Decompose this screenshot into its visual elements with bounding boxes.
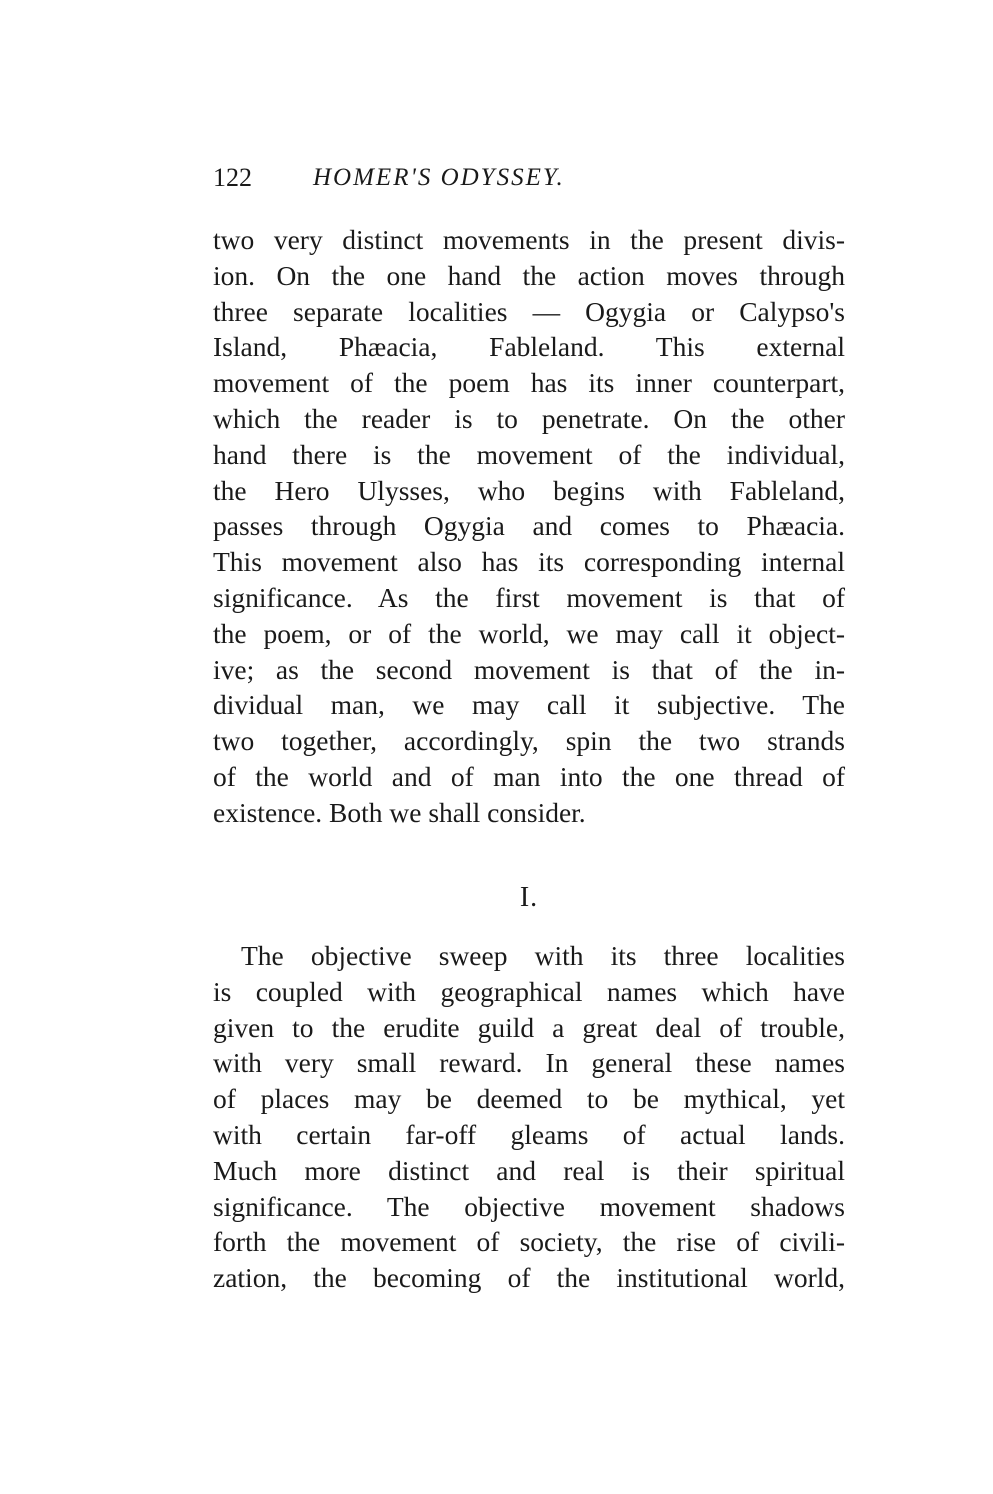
text-line: the Hero Ulysses, who begins with Fableland, <box>213 474 845 506</box>
text-line: with very small reward. In general these names <box>213 1047 845 1079</box>
text-line: forth the movement of society, the rise of civili- <box>213 1226 845 1258</box>
text-line: the poem, or of the world, we may call it object- <box>213 617 845 649</box>
text-line: This movement also has its corresponding internal <box>213 546 845 578</box>
text-line: significance. As the first movement is that of <box>213 581 845 613</box>
paragraph-2 <box>213 938 845 1296</box>
text-line: zation, the becoming of the institutional world, <box>213 1262 845 1294</box>
text-line: of the world and of man into the one thread of <box>213 760 845 792</box>
text-line: Island, Phæacia, Fableland. This external <box>213 331 845 363</box>
text-line: ion. On the one hand the action moves through <box>213 259 845 291</box>
text-line: The objective sweep with its three localities <box>241 940 845 971</box>
text-line: dividual man, we may call it subjective. The <box>213 689 845 721</box>
text-line: which the reader is to penetrate. On the other <box>213 402 845 434</box>
text-line: significance. The objective movement shadows <box>213 1190 845 1222</box>
text-line: hand there is the movement of the individual, <box>213 438 845 470</box>
text-line: ive; as the second movement is that of the in- <box>213 653 845 685</box>
text-line: is coupled with geographical names which have <box>213 975 845 1007</box>
text-line: three separate localities — Ogygia or Calypso's <box>213 295 845 327</box>
running-head <box>213 160 845 200</box>
text-line: two very distinct movements in the present divis- <box>213 224 845 255</box>
page-number: 122 <box>213 163 252 192</box>
paragraph-1 <box>213 222 845 831</box>
running-title: HOMER'S ODYSSEY. <box>313 164 565 191</box>
text-line: given to the erudite guild a great deal of trouble, <box>213 1011 845 1043</box>
text-line: existence. Both we shall consider. <box>213 796 586 828</box>
text-line: two together, accordingly, spin the two strands <box>213 725 845 757</box>
text-line: passes through Ogygia and comes to Phæacia. <box>213 510 845 542</box>
text-line: movement of the poem has its inner counterpart, <box>213 367 845 399</box>
text-line: with certain far-off gleams of actual lands. <box>213 1118 845 1150</box>
text-line: of places may be deemed to be mythical, yet <box>213 1083 845 1115</box>
text-line: Much more distinct and real is their spiritual <box>213 1154 845 1186</box>
section-heading: I. <box>519 882 539 913</box>
